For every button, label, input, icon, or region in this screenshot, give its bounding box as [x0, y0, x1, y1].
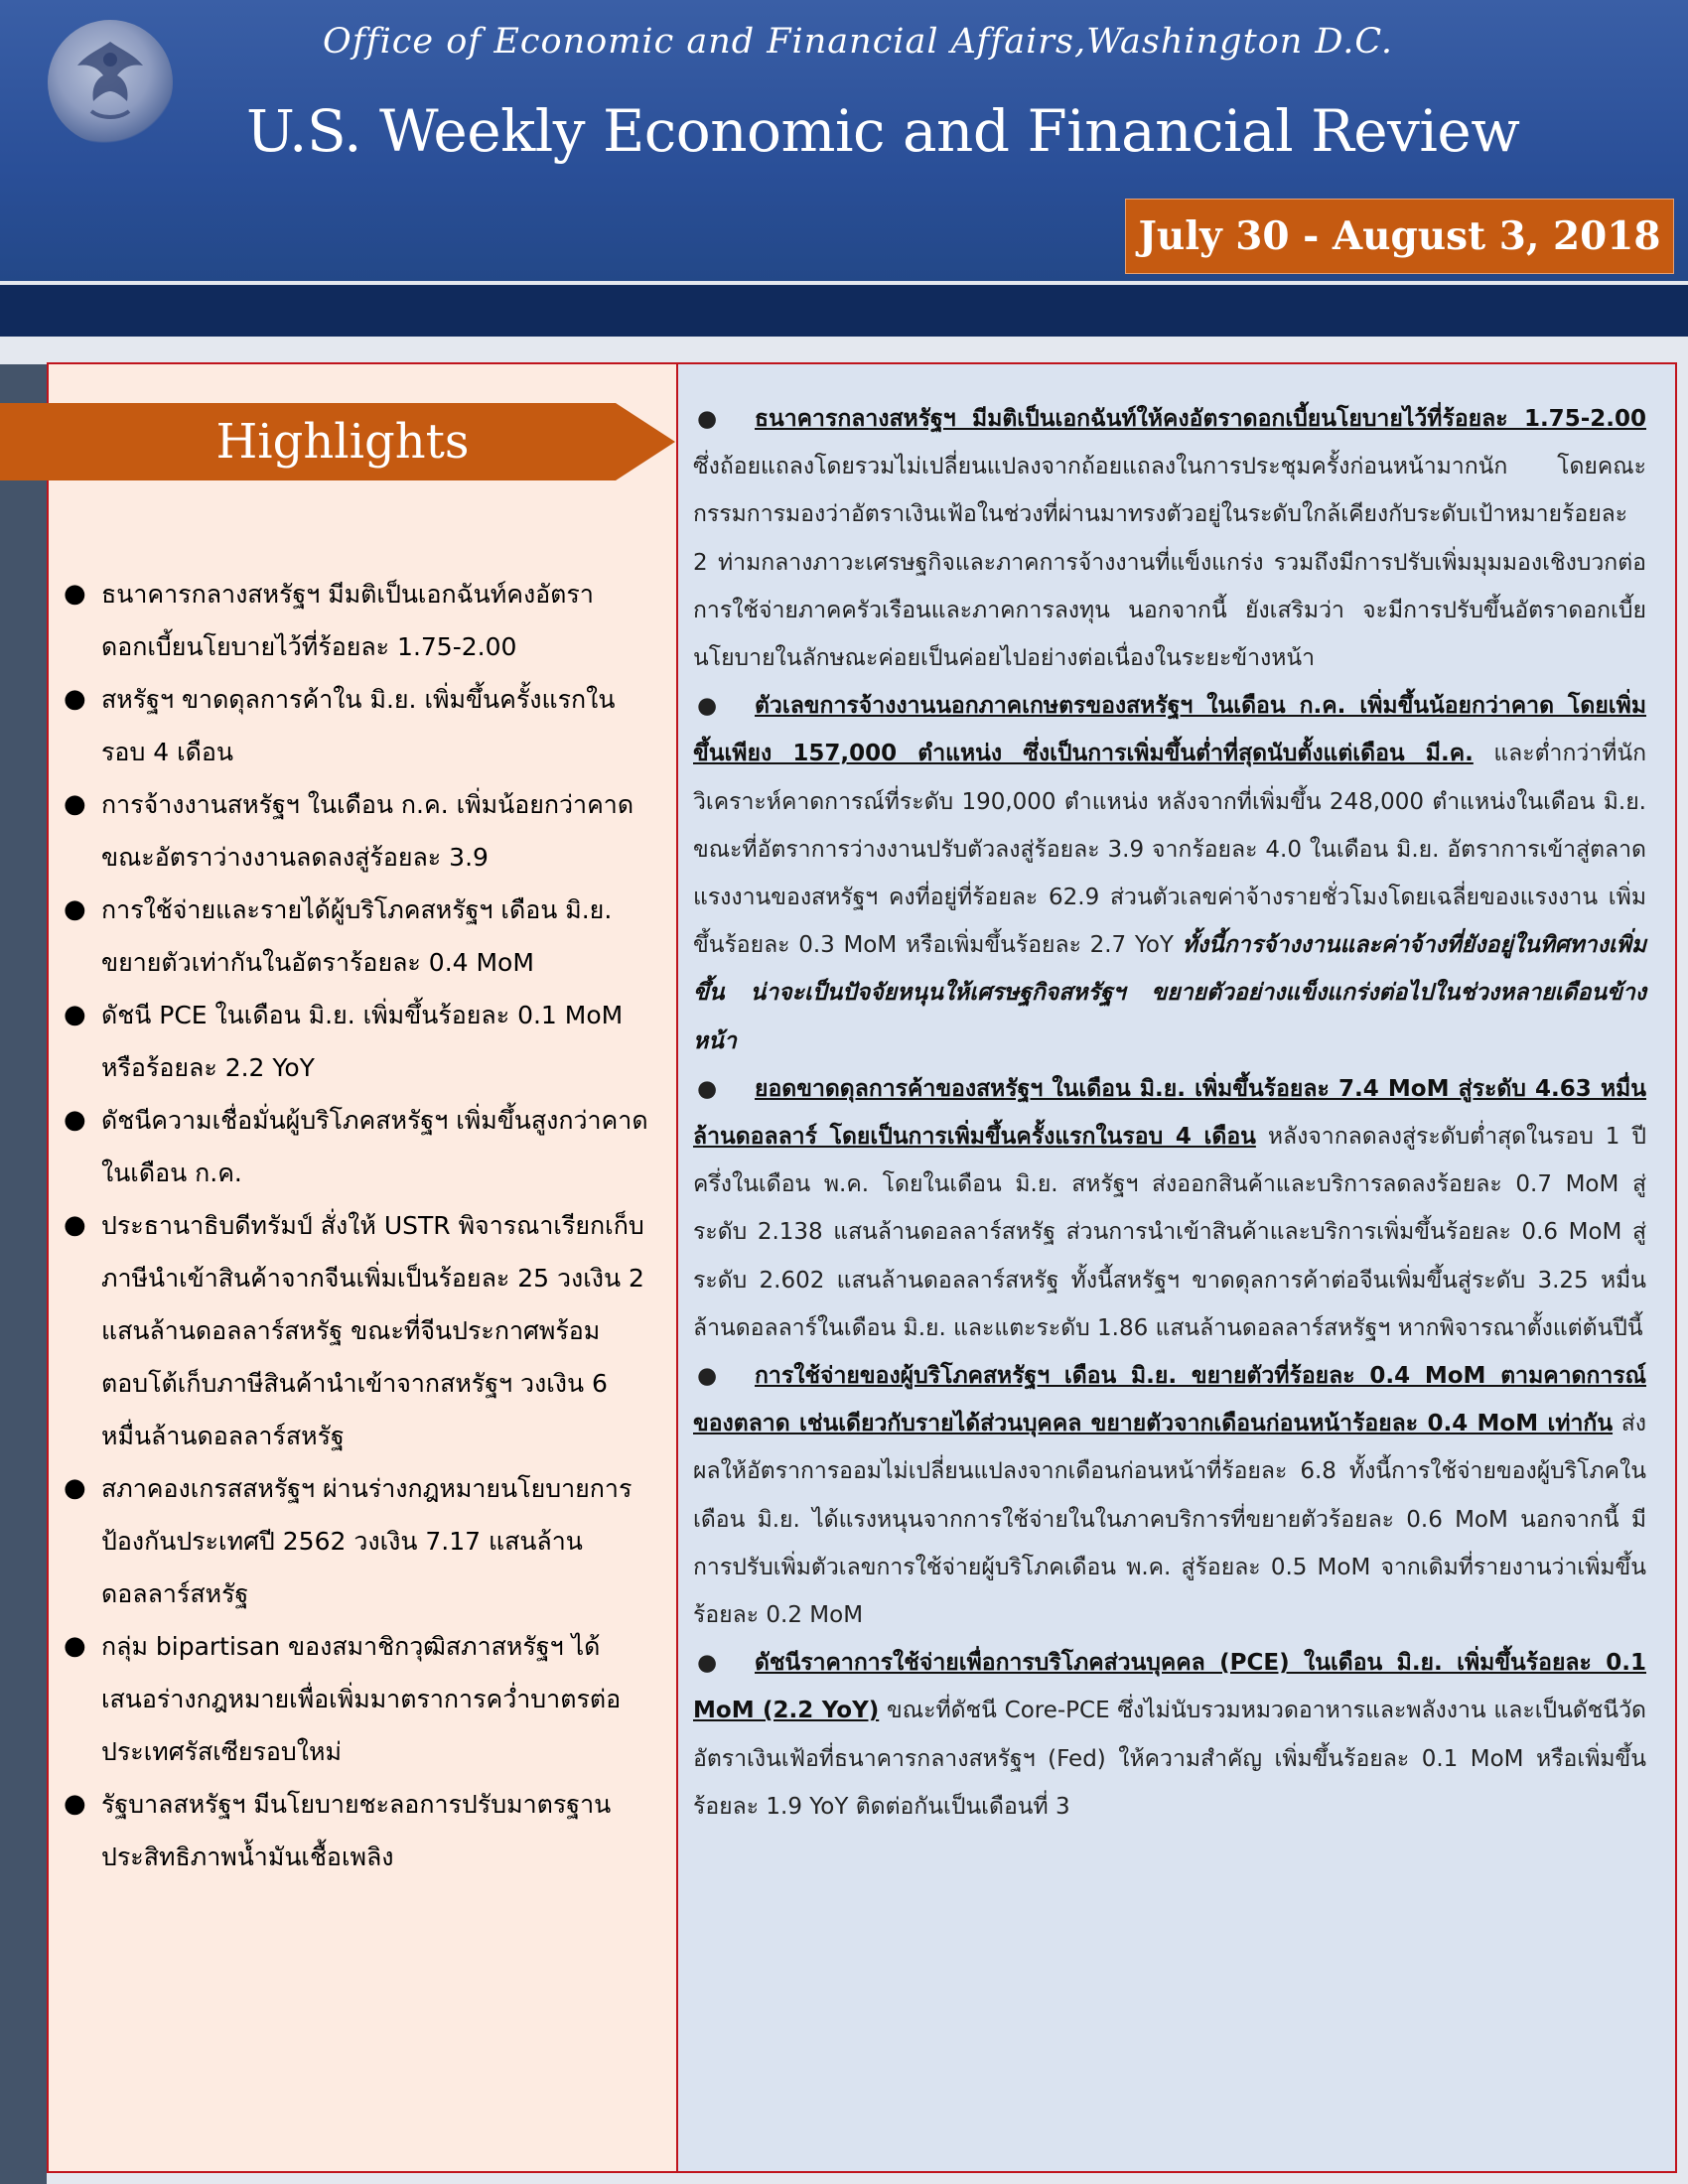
paragraph-body: ขณะที่ดัชนี Core-PCE ซึ่งไม่นับรวมหมวดอาหารและพลังงาน และเป็นดัชนีวัดอัตราเงินเฟ้อที่ธนาคารกลางสหรัฐฯ (Fed) ให้ความสำคัญ เพิ่มขึ้นร้อยละ 0.1 MoM หรือเพิ่มขึ้นร้อยละ 1.9 YoY ติดต่อกันเป็นเดือนที่ 3 — [693, 1698, 1646, 1820]
bullet-icon: ● — [697, 406, 718, 432]
highlight-text: ประธานาธิบดีทรัมป์ สั่งให้ USTR พิจารณาเรียกเก็บภาษีนำเข้าสินค้าจากจีนเพิ่มเป็นร้อยละ 25 วงเงิน 2 แสนล้านดอลลาร์สหรัฐ ขณะที่จีนประกาศพร้อมตอบโต้เก็บภาษีสินค้านำเข้าจากสหรัฐฯ วงเงิน 6 หมื่นล้านดอลลาร์สหรัฐ — [101, 1211, 644, 1450]
highlight-text: สหรัฐฯ ขาดดุลการค้าใน มิ.ย. เพิ่มขึ้นครั้งแรกในรอบ 4 เดือน — [101, 685, 616, 766]
highlight-item — [60, 989, 655, 1094]
header-banner — [0, 0, 1688, 281]
report-title: U.S. Weekly Economic and Financial Review — [246, 97, 1520, 165]
office-name: Office of Economic and Financial Affairs,Washington D.C. — [323, 22, 1393, 62]
paragraph-emphasis: ทั้งนี้การจ้างงานและค่าจ้างที่ยังอยู่ในทิศทางเพิ่มขึ้น น่าจะเป็นปัจจัยหนุนให้เศรษฐกิจสหรัฐฯ ขยายตัวอย่างแข็งแกร่งต่อไปในช่วงหลายเดือนข้างหน้า — [693, 932, 1646, 1054]
bullet-icon: ● — [64, 1210, 86, 1240]
paragraph-body: ซึ่งถ้อยแถลงโดยรวมไม่เปลี่ยนแปลงจากถ้อยแถลงในการประชุมครั้งก่อนหน้ามากนัก โดยคณะกรรมการมองว่าอัตราเงินเฟ้อในช่วงที่ผ่านมาทรงตัวอยู่ในระดับใกล้เคียงกับระดับเป้าหมายร้อยละ 2 ท่ามกลางภาวะเศรษฐกิจและภาคการจ้างงานที่แข็งแกร่ง รวมถึงมีการปรับเพิ่มมุมมองเชิงบวกต่อการใช้จ่ายภาคครัวเรือนและภาคการลงทุน นอกจากนี้ ยังเสริมว่า จะมีการปรับขึ้นอัตราดอกเบี้ยนโยบายในลักษณะค่อยเป็นค่อยไปอย่างต่อเนื่องในระยะข้างหน้า — [693, 454, 1646, 672]
bullet-icon: ● — [697, 1075, 718, 1102]
paragraph-body: หลังจากลดลงสู่ระดับต่ำสุดในรอบ 1 ปีครึ่งในเดือน พ.ค. โดยในเดือน มิ.ย. สหรัฐฯ ส่งออกสินค้าและบริการลดลงร้อยละ 0.7 MoM สู่ระดับ 2.138 แสนล้านดอลลาร์สหรัฐ ส่วนการนำเข้าสินค้าและบริการเพิ่มขึ้นร้อยละ 0.6 MoM สู่ระดับ 2.602 แสนล้านดอลลาร์สหรัฐ ทั้งนี้สหรัฐฯ ขาดดุลการค้าต่อจีนเพิ่มขึ้นสู่ระดับ 3.25 หมื่นล้านดอลลาร์ในเดือน มิ.ย. และแตะระดับ 1.86 แสนล้านดอลลาร์สหรัฐฯ หากพิจารณาตั้งแต่ต้นปีนี้ — [693, 1124, 1646, 1341]
highlight-item — [60, 884, 655, 989]
header-divider-band — [0, 285, 1688, 337]
bullet-icon: ● — [697, 1363, 718, 1390]
highlights-arrow-banner — [0, 403, 675, 480]
paragraph-lead: ยอดขาดดุลการค้าของสหรัฐฯ ในเดือน มิ.ย. เพิ่มขึ้นร้อยละ 7.4 MoM สู่ระดับ 4.63 หมื่นล้านดอลลาร์ โดยเป็นการเพิ่มขึ้นครั้งแรกในรอบ 4 เดือน — [693, 1075, 1646, 1151]
article-body — [693, 395, 1646, 1831]
highlight-item — [60, 1620, 655, 1778]
highlight-item — [60, 673, 655, 778]
highlight-item — [60, 778, 655, 884]
bullet-icon: ● — [64, 1105, 86, 1135]
highlights-heading: Highlights — [215, 414, 470, 470]
highlights-list — [60, 568, 655, 1883]
highlight-item — [60, 1462, 655, 1620]
bullet-icon: ● — [64, 579, 86, 609]
highlight-text: รัฐบาลสหรัฐฯ มีนโยบายชะลอการปรับมาตรฐานประสิทธิภาพน้ำมันเชื้อเพลิง — [101, 1790, 612, 1871]
highlight-item — [60, 568, 655, 673]
bullet-icon: ● — [64, 1473, 86, 1503]
article-paragraph — [693, 1352, 1646, 1639]
bullet-icon: ● — [64, 1789, 86, 1819]
highlight-item — [60, 1094, 655, 1199]
article-paragraph — [693, 395, 1646, 682]
highlight-text: ดัชนี PCE ในเดือน มิ.ย. เพิ่มขึ้นร้อยละ 0.1 MoM หรือร้อยละ 2.2 YoY — [101, 1001, 624, 1082]
paragraph-lead: ธนาคารกลางสหรัฐฯ มีมติเป็นเอกฉันท์ให้คงอัตราดอกเบี้ยนโยบายไว้ที่ร้อยละ 1.75-2.00 — [755, 406, 1646, 432]
paragraph-body: และต่ำกว่าที่นักวิเคราะห์คาดการณ์ที่ระดับ 190,000 ตำแหน่ง หลังจากที่เพิ่มขึ้น 248,000 ตำแหน่งในเดือน มิ.ย. ขณะที่อัตราการว่างงานปรับตัวลงสู่ร้อยละ 3.9 จากร้อยละ 4.0 ในเดือน มิ.ย. อัตราการเข้าสู่ตลาดแรงงานของสหรัฐฯ คงที่อยู่ที่ร้อยละ 62.9 ส่วนตัวเลขค่าจ้างรายชั่วโมงโดยเฉลี่ยของแรงงาน เพิ่มขึ้นร้อยละ 0.3 MoM หรือเพิ่มขึ้นร้อยละ 2.7 YoY — [693, 741, 1647, 959]
highlight-text: สภาคองเกรสสหรัฐฯ ผ่านร่างกฎหมายนโยบายการป้องกันประเทศปี 2562 วงเงิน 7.17 แสนล้านดอลลาร์สหรัฐ — [101, 1474, 633, 1608]
bullet-icon: ● — [64, 894, 86, 924]
bullet-icon: ● — [697, 1650, 718, 1677]
bullet-icon: ● — [64, 789, 86, 819]
article-paragraph — [693, 1639, 1646, 1831]
article-paragraph — [693, 1065, 1646, 1352]
paragraph-lead: การใช้จ่ายของผู้บริโภคสหรัฐฯ เดือน มิ.ย. ขยายตัวที่ร้อยละ 0.4 MoM ตามคาดการณ์ของตลาด เช่นเดียวกับรายได้ส่วนบุคคล ขยายตัวจากเดือนก่อนหน้าร้อยละ 0.4 MoM เท่ากัน — [693, 1363, 1646, 1437]
paragraph-body: ส่งผลให้อัตราการออมไม่เปลี่ยนแปลงจากเดือนก่อนหน้าที่ร้อยละ 6.8 ทั้งนี้การใช้จ่ายของผู้บริโภคในเดือน มิ.ย. ได้แรงหนุนจากการใช้จ่ายในในภาคบริการที่ขยายตัวร้อยละ 0.6 MoM นอกจากนี้ มีการปรับเพิ่มตัวเลขการใช้จ่ายผู้บริโภคเดือน พ.ค. สู่ร้อยละ 0.5 MoM จากเดิมที่รายงานว่าเพิ่มขึ้นร้อยละ 0.2 MoM — [693, 1411, 1646, 1629]
highlight-text: ธนาคารกลางสหรัฐฯ มีมติเป็นเอกฉันท์คงอัตราดอกเบี้ยนโยบายไว้ที่ร้อยละ 1.75-2.00 — [101, 580, 594, 661]
column-divider — [676, 362, 678, 2173]
highlight-item — [60, 1199, 655, 1462]
article-paragraph — [693, 682, 1646, 1065]
bullet-icon: ● — [697, 693, 718, 720]
bullet-icon: ● — [64, 1000, 86, 1029]
highlight-text: กลุ่ม bipartisan ของสมาชิกวุฒิสภาสหรัฐฯ ได้เสนอร่างกฎหมายเพื่อเพิ่มมาตราการคว่ำบาตรต่อประเทศรัสเซียรอบใหม่ — [101, 1632, 622, 1766]
date-range-text: July 30 - August 3, 2018 — [1138, 213, 1661, 259]
date-range-badge — [1125, 199, 1674, 274]
bullet-icon: ● — [64, 1631, 86, 1661]
highlight-item — [60, 1778, 655, 1883]
paragraph-lead: ตัวเลขการจ้างงานนอกภาคเกษตรของสหรัฐฯ ในเดือน ก.ค. เพิ่มขึ้นน้อยกว่าคาด โดยเพิ่มขึ้นเพียง 157,000 ตำแหน่ง ซึ่งเป็นการเพิ่มขึ้นต่ำที่สุดนับตั้งแต่เดือน มี.ค. — [693, 693, 1646, 767]
highlight-text: การใช้จ่ายและรายได้ผู้บริโภคสหรัฐฯ เดือน มิ.ย. ขยายตัวเท่ากันในอัตราร้อยละ 0.4 MoM — [101, 895, 613, 977]
paragraph-lead: ดัชนีราคาการใช้จ่ายเพื่อการบริโภคส่วนบุคคล (PCE) ในเดือน มิ.ย. เพิ่มขึ้นร้อยละ 0.1 MoM (2.2 YoY) — [693, 1650, 1646, 1724]
eagle-seal-icon — [48, 20, 173, 145]
bullet-icon: ● — [64, 684, 86, 714]
highlight-text: การจ้างงานสหรัฐฯ ในเดือน ก.ค. เพิ่มน้อยกว่าคาด ขณะอัตราว่างงานลดลงสู่ร้อยละ 3.9 — [101, 790, 634, 872]
left-rail — [0, 364, 47, 2184]
highlight-text: ดัชนีความเชื่อมั่นผู้บริโภคสหรัฐฯ เพิ่มขึ้นสูงกว่าคาดในเดือน ก.ค. — [101, 1106, 648, 1187]
